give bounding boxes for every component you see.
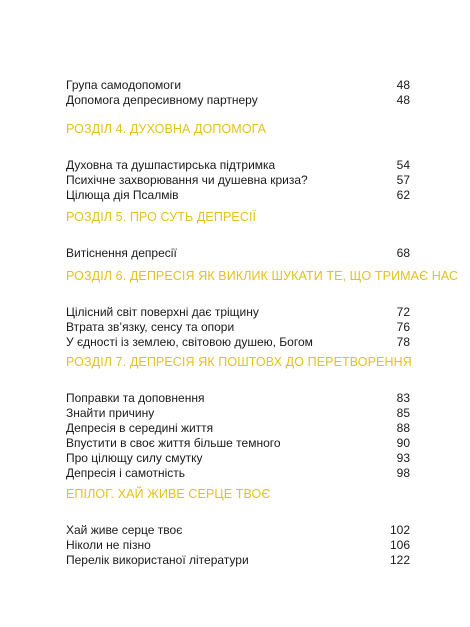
toc-entry-title: Впустити в своє життя більше темного — [66, 436, 281, 450]
toc-entry-title: Група самодопомоги — [66, 78, 182, 92]
toc-entry — [66, 188, 410, 203]
toc-entry-title: Духовна та душпастирська підтримка — [66, 158, 276, 172]
toc-entry — [66, 553, 410, 568]
toc-entry-title: Цілісний світ поверхні дає тріщину — [66, 305, 259, 319]
toc-entry — [66, 436, 410, 451]
toc-entry-title: Психічне захворювання чи душевна криза? — [66, 173, 308, 187]
toc-entry — [66, 421, 410, 436]
toc-entry-title: Депресія і самотність — [66, 466, 186, 480]
section-heading: РОЗДІЛ 6. ДЕПРЕСІЯ ЯК ВИКЛИК ШУКАТИ ТЕ, ЩО ТРИМАЄ НАС — [66, 269, 459, 283]
section-heading: РОЗДІЛ 4. ДУХОВНА ДОПОМОГА — [66, 122, 267, 136]
toc-entry — [66, 78, 410, 93]
toc-entry-title: Про цілющу силу смутку — [66, 451, 203, 465]
toc-entry-title: Допомога депресивному партнеру — [66, 93, 258, 107]
toc-entry — [66, 538, 410, 553]
toc-entry — [66, 320, 410, 335]
toc-entry-title: Депресія в середині життя — [66, 421, 214, 435]
toc-entry-title: Знайти причину — [66, 406, 155, 420]
toc-entry-title: Цілюща дія Псалмів — [66, 188, 179, 202]
toc-entry-page: 106 — [389, 538, 410, 552]
toc-entry — [66, 466, 410, 481]
toc-entry-page: 102 — [389, 523, 410, 537]
toc-entry-title: Втрата зв’язку, сенсу та опори — [66, 320, 235, 334]
toc-entry-page: 85 — [396, 406, 410, 420]
toc-section-epilogue — [66, 486, 410, 568]
toc-entry-page: 54 — [396, 158, 410, 172]
toc-entry-page: 57 — [396, 173, 410, 187]
toc-entry-page: 78 — [396, 335, 410, 349]
toc-entry-page: 88 — [396, 421, 410, 435]
toc-entry — [66, 305, 410, 320]
toc-entry — [66, 93, 410, 108]
toc-entry-page: 90 — [396, 436, 410, 450]
toc-entry-title: Перелік використаної літератури — [66, 553, 249, 567]
toc-entry — [66, 335, 410, 350]
toc-entry-title: Поправки та доповнення — [66, 391, 205, 405]
toc-entry — [66, 158, 410, 173]
section-heading: ЕПІЛОГ. ХАЙ ЖИВЕ СЕРЦЕ ТВОЄ — [66, 487, 271, 501]
toc-entry-page: 72 — [396, 305, 410, 319]
toc-entry — [66, 406, 410, 421]
toc-entry — [66, 523, 410, 538]
toc-section-7 — [66, 354, 410, 481]
toc-entry-page: 48 — [396, 78, 410, 92]
toc-entry — [66, 173, 410, 188]
toc-entry-title: Витіснення депресії — [66, 246, 177, 260]
toc-intro-entries — [66, 78, 410, 108]
toc-entry — [66, 246, 410, 261]
toc-entry-page: 98 — [396, 466, 410, 480]
toc-entry — [66, 391, 410, 406]
toc-entry-title: Ніколи не пізно — [66, 538, 151, 552]
section-heading: РОЗДІЛ 5. ПРО СУТЬ ДЕПРЕСІЇ — [66, 210, 257, 224]
toc-entry-page: 48 — [396, 93, 410, 107]
toc-entry-title: У єдності із землею, світовою душею, Богом — [66, 335, 313, 349]
toc-entry-page: 83 — [396, 391, 410, 405]
toc-section-4 — [66, 121, 410, 203]
toc-entry-page: 68 — [396, 246, 410, 260]
toc-entry-title: Хай живе серце твоє — [66, 523, 183, 537]
toc-section-6 — [66, 268, 459, 350]
toc-entry — [66, 451, 410, 466]
section-heading: РОЗДІЛ 7. ДЕПРЕСІЯ ЯК ПОШТОВХ ДО ПЕРЕТВОРЕННЯ — [66, 355, 412, 369]
toc-entry-page: 122 — [389, 553, 410, 567]
toc-entry-page: 62 — [396, 188, 410, 202]
toc-entry-page: 76 — [396, 320, 410, 334]
toc-entry-page: 93 — [396, 451, 410, 465]
toc-section-5 — [66, 209, 410, 261]
